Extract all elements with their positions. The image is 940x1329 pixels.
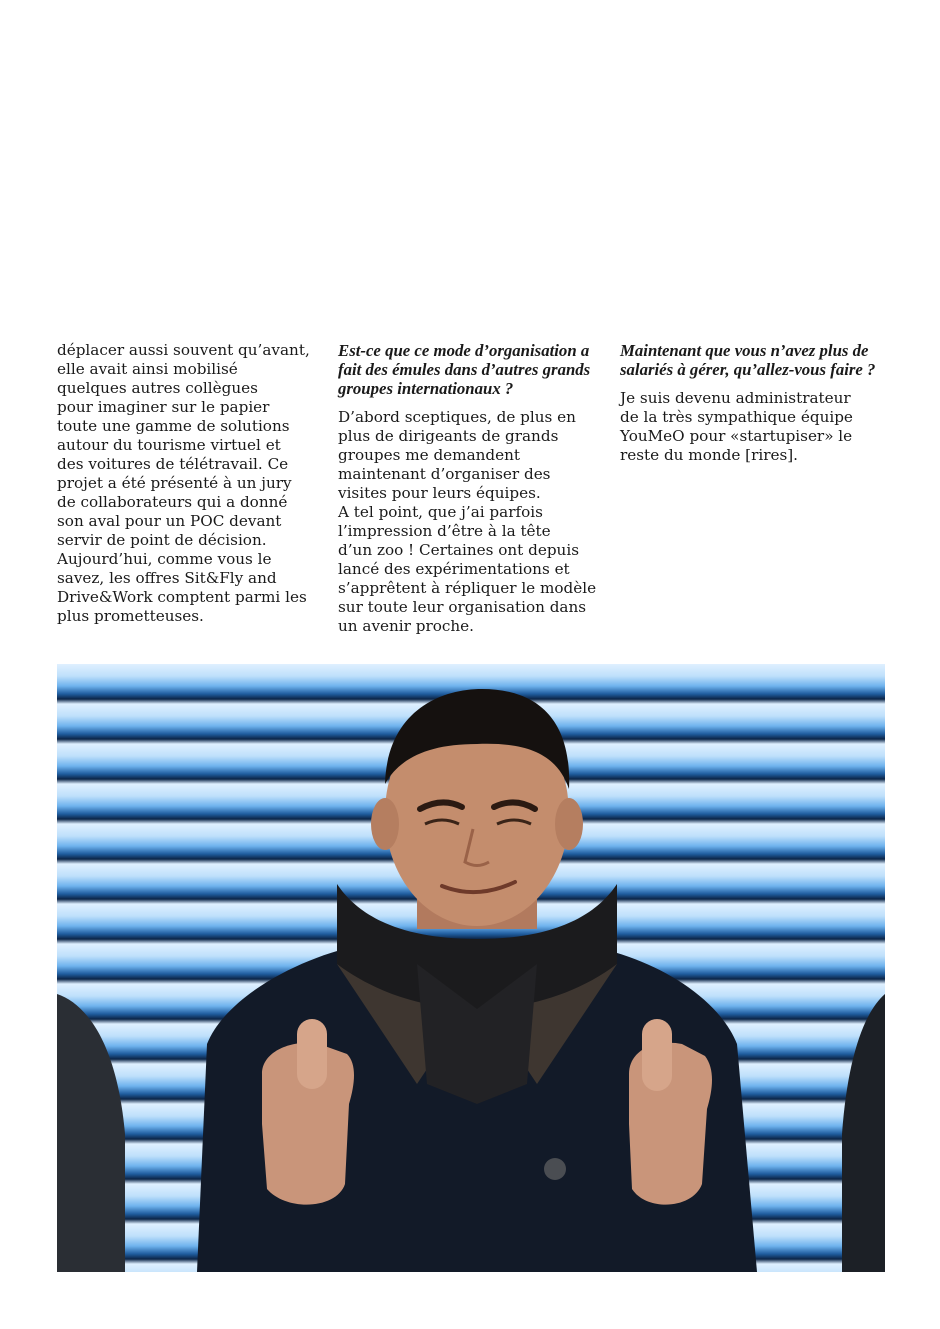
portrait-illustration	[57, 664, 885, 1272]
right-bystander-shape	[842, 994, 885, 1272]
column-1-body: déplacer aussi souvent qu’avant, elle avait ainsi mobilisé quelques autres collègues pour imaginer sur le papier toute une gamme de solutions autour du tourisme virtuel et des voitures de télétravail. Ce projet a été présenté à un jury de collaborateurs qui a donné son aval pour un POC devant servir de point de décision. Aujourd’hui, comme vous le savez, les offres Sit&Fly and Drive&Work comptent parmi les plus prometteuses.	[57, 341, 310, 625]
column-2	[338, 341, 600, 636]
left-bystander-shape	[57, 994, 125, 1272]
column-1	[57, 341, 321, 626]
portrait-photo	[57, 664, 885, 1272]
column-2-question: Est-ce que ce mode d’organisation a fait des émules dans d’autres grands groupes internationaux ?	[338, 341, 591, 398]
right-thumb-shape	[642, 1019, 672, 1091]
left-thumb-shape	[297, 1019, 327, 1089]
column-3-question: Maintenant que vous n’avez plus de salariés à gérer, qu’allez-vous faire ?	[620, 341, 876, 379]
column-3	[620, 341, 882, 465]
column-3-body: Je suis devenu administrateur de la très sympathique équipe YouMeO pour «startupiser» le reste du monde [rires].	[620, 389, 853, 464]
coat-button-shape	[544, 1158, 566, 1180]
column-2-body: D’abord sceptiques, de plus en plus de dirigeants de grands groupes me demandent maintenant d’organiser des visites pour leurs équipes. A tel point, que j’ai parfois l’impression d’être à la tête d’un zoo ! Certaines ont depuis lancé des expérimentations et s’apprêtent à répliquer le modèle sur toute leur organisation dans un avenir proche.	[338, 408, 597, 635]
